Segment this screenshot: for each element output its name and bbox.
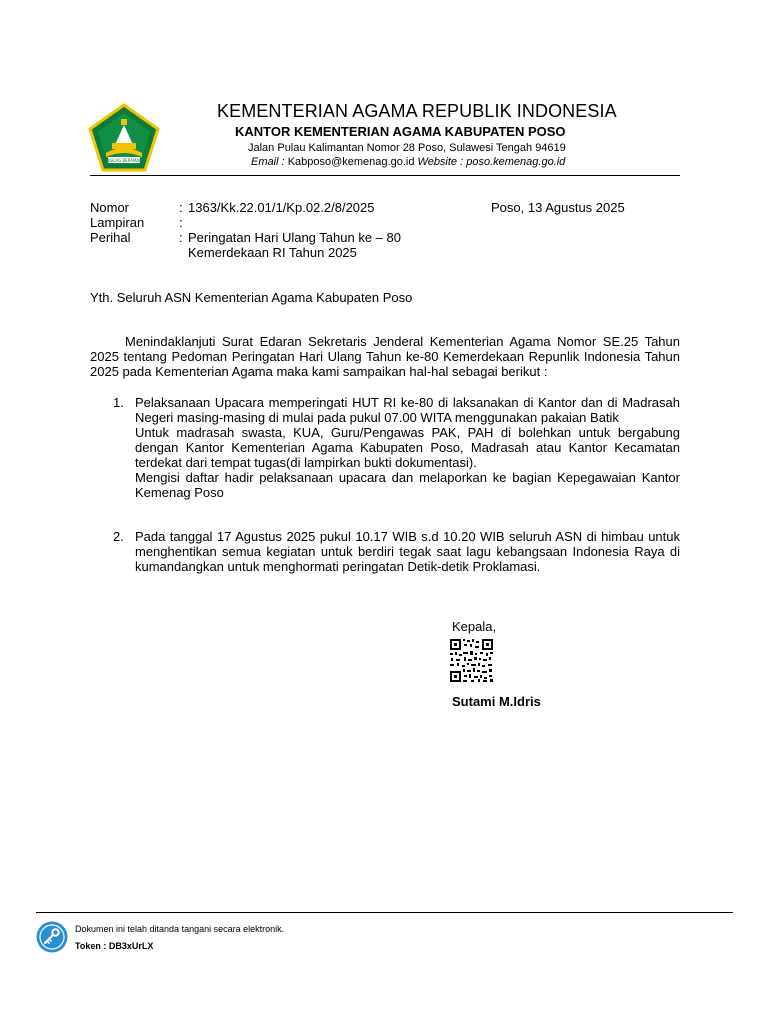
item-1-text	[135, 395, 680, 500]
agency-title: KEMENTERIAN AGAMA REPUBLIK INDONESIA	[217, 101, 617, 121]
perihal-colon: :	[179, 230, 183, 245]
item-1-para-1: Pelaksanaan Upacara memperingati HUT RI ke-80 di laksanakan di Kantor dan di Madrasah Negeri masing-masing di mulai pada pukul 07.00 WITA menggunakan pakaian Batik	[135, 395, 680, 425]
nomor-colon: :	[179, 200, 183, 215]
office-name: KANTOR KEMENTERIAN AGAMA KABUPATEN POSO	[235, 124, 566, 139]
letter-date: Poso, 13 Agustus 2025	[491, 200, 625, 215]
header-divider	[90, 175, 680, 176]
lampiran-colon: :	[179, 215, 183, 230]
office-address: Jalan Pulau Kalimantan Nomor 28 Poso, Sulawesi Tengah 94619	[248, 142, 566, 154]
email-label: Email :	[251, 156, 285, 168]
intro-paragraph: Menindaklanjuti Surat Edaran Sekretaris Jenderal Kementerian Agama Nomor SE.25 Tahun 2025 tentang Pedoman Peringatan Hari Ulang Tahun ke-80 Kemerdekaan Repunlik Indonesia Tahun 2025 pada Kementerian Agama maka kami sampaikan hal-hal sebagai berikut :	[90, 334, 680, 379]
signer-title: Kepala,	[452, 619, 497, 634]
website-label: Website :	[417, 156, 464, 168]
electronic-signature-seal-icon	[36, 921, 68, 953]
item-2-text: Pada tanggal 17 Agustus 2025 pukul 10.17 WIB s.d 10.20 WIB seluruh ASN di himbau untuk menghentikan semua kegiatan untuk berdiri tegak saat lagu kebangsaan Indonesia Raya di kumandangkan untuk menghormati peringatan Detik-detik Proklamasi.	[135, 529, 680, 574]
item-2-number: 2.	[113, 529, 124, 544]
token-code: Token : DB3xUrLX	[75, 941, 154, 951]
signer-name: Sutami M.Idris	[452, 694, 541, 709]
item-1-para-2: Untuk madrasah swasta, KUA, Guru/Pengawas PAK, PAH di bolehkan untuk bergabung dengan Kantor Kementerian Agama Kabupaten Poso, Madrasah atau Kantor Kecamatan terdekat dari tempat tugas(di lampirkan bukti dokumentasi).	[135, 425, 680, 470]
website-link[interactable]: poso.kemenag.go.id	[466, 156, 566, 168]
perihal-line-2: Kemerdekaan RI Tahun 2025	[188, 245, 357, 260]
qr-code-icon	[449, 638, 494, 683]
item-1-number: 1.	[113, 395, 124, 410]
nomor-label: Nomor	[90, 200, 130, 215]
salutation: Yth. Seluruh ASN Kementerian Agama Kabupaten Poso	[90, 290, 413, 305]
svg-text:IKHLAS BERAMAL: IKHLAS BERAMAL	[106, 158, 142, 163]
perihal-line-1: Peringatan Hari Ulang Tahun ke – 80	[188, 230, 401, 245]
kemenag-logo	[88, 103, 160, 173]
nomor-value: 1363/Kk.22.01/1/Kp.02.2/8/2025	[188, 200, 375, 215]
email-link[interactable]: Kabposo@kemenag.go.id	[287, 156, 415, 168]
perihal-label: Perihal	[90, 230, 131, 245]
footer-divider	[36, 912, 733, 913]
e-signature-note: Dokumen ini telah ditanda tangani secara elektronik.	[75, 924, 285, 934]
contact-line	[251, 156, 565, 168]
lampiran-label: Lampiran	[90, 215, 145, 230]
item-1-para-3: Mengisi daftar hadir pelaksanaan upacara dan melaporkan ke bagian Kepegawaian Kantor Kemenag Poso	[135, 470, 680, 500]
